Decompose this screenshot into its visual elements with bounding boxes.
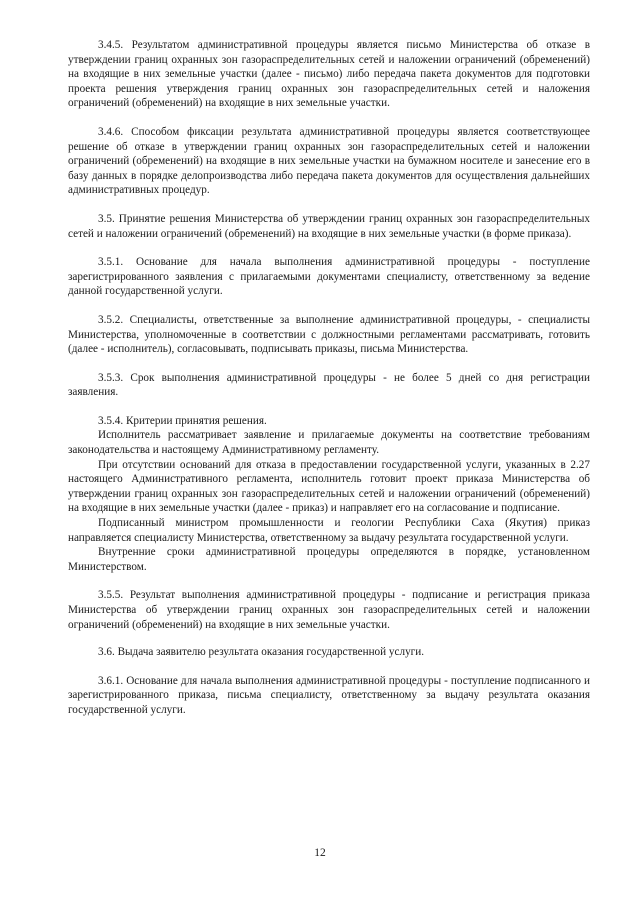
paragraph-3-4-6: 3.4.6. Способом фиксации результата административной процедуры является соответствующее решение об отказе в утверждении границ охранных зон газораспределительных сетей и наложении ограничений (обременений) на входящие в них земельные участки на бумажном носителе и занесение его в базу данных в порядке делопроизводства либо передача пакета документов для осуществления дальнейших административных процедур. xyxy=(68,125,590,197)
paragraph-3-5-4-review: Исполнитель рассматривает заявление и прилагаемые документы на соответствие требованиям законодательства и настоящему Административному регламенту. xyxy=(68,429,590,457)
paragraph-3-5-4-signed-order: Подписанный министром промышленности и геологии Республики Саха (Якутия) приказ направляется специалисту Министерства, ответственному за выдачу результата государственной услуги. xyxy=(68,517,590,544)
paragraph-3-4-5: 3.4.5. Результатом административной процедуры является письмо Министерства об отказе в утверждении границ охранных зон газораспределительных сетей и наложении ограничений (обременений) на входящие в них земельные участки (далее - письмо) либо передача пакета документов для подготовки проекта решения утверждения границ охранных зон газораспределительных сетей и наложения ограничений (обременений) на входящие в них земельные участки. xyxy=(68,39,590,110)
paragraph-3-5-2: 3.5.2. Специалисты, ответственные за выполнение административной процедуры, - специалисты Министерства, уполномоченные в соответствии с должностными регламентами рассматривать, готовить (далее - исполнитель), согласовывать, подписывать приказы, письма Министерства. xyxy=(68,313,590,356)
paragraph-3-5-1: 3.5.1. Основание для начала выполнения административной процедуры - поступление зарегистрированного заявления с прилагаемыми документами специалисту, ответственному за ведение данной государственной услуги. xyxy=(68,256,590,298)
paragraph-3-5-4-internal-terms: Внутренние сроки административной процедуры определяются в порядке, установленном Министерством. xyxy=(68,546,590,573)
page-number: 12 xyxy=(314,847,326,859)
document-body xyxy=(68,38,590,718)
paragraph-3-5-4-no-grounds: При отсутствии оснований для отказа в предоставлении государственной услуги, указанных в 2.27 настоящего Административного регламента, исполнитель готовит проект приказа Министерства об утверждении границ охранных зон газораспределительных сетей и наложении ограничений (обременений) на входящие в них земельные участки (далее - приказ) и направляет его на согласование и подписание. xyxy=(68,458,590,515)
paragraph-3-5: 3.5. Принятие решения Министерства об утверждении границ охранных зон газораспределительных сетей и наложении ограничений (обременений) на входящие в них земельные участки (в форме приказа). xyxy=(68,212,590,240)
paragraph-3-5-5: 3.5.5. Результат выполнения административной процедуры - подписание и регистрация приказа Министерства об утверждении границ охранных зон газораспределительных сетей и наложении ограничений (обременений) на входящие в них земельные участки. xyxy=(68,589,590,631)
paragraph-3-6-1: 3.6.1. Основание для начала выполнения административной процедуры - поступление подписанного и зарегистрированного приказа, письма специалисту, ответственному за выдачу результата оказания государственной услуги. xyxy=(68,674,590,716)
paragraph-3-5-4-heading: 3.5.4. Критерии принятия решения. xyxy=(98,414,267,427)
paragraph-3-5-3: 3.5.3. Срок выполнения административной процедуры - не более 5 дней со дня регистрации заявления. xyxy=(68,371,590,399)
paragraph-3-6: 3.6. Выдача заявителю результата оказания государственной услуги. xyxy=(98,646,425,659)
